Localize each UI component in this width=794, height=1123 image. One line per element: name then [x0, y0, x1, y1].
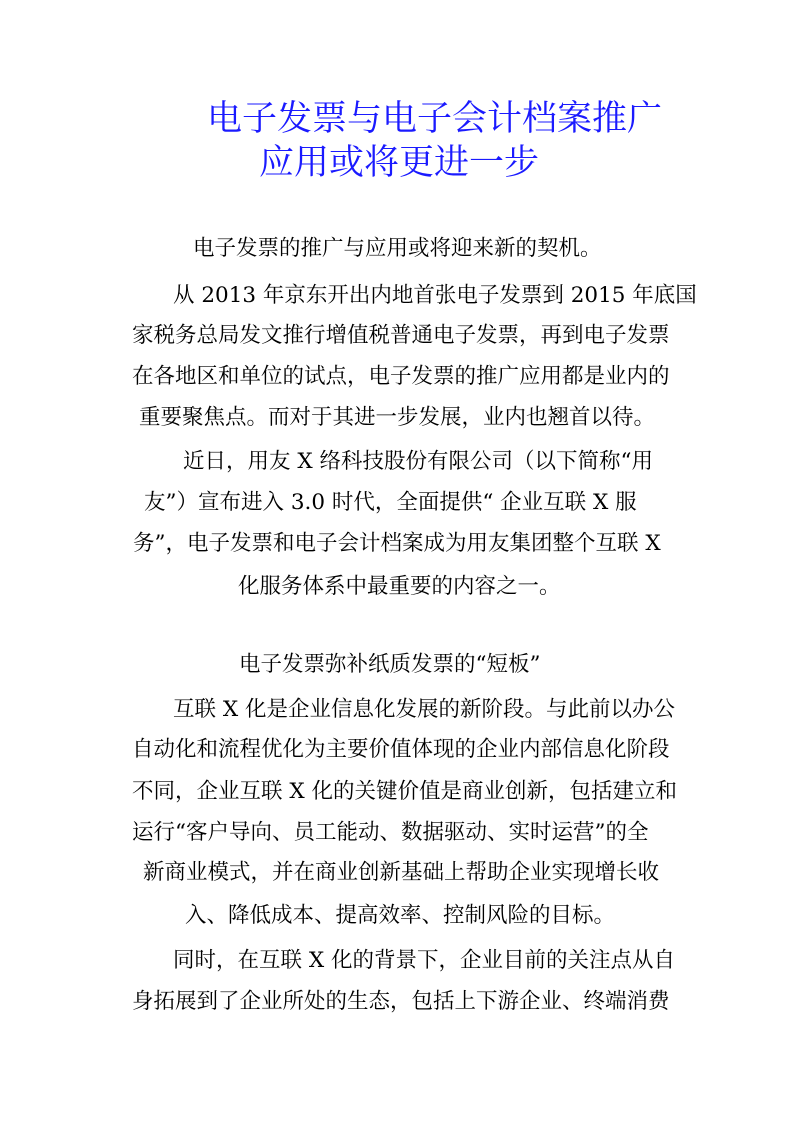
paragraph-1-line-2: 家税务总局发文推行增值税普通电子发票，再到电子发票 [132, 323, 670, 348]
paragraph-3-line-1: 互联 X 化是企业信息化发展的新阶段。与此前以办公 [173, 697, 675, 722]
paragraph-3-line-3: 不同，企业互联 X 化的关键价值是商业创新，包括建立和 [132, 779, 677, 804]
paragraph-1-line-3: 在各地区和单位的试点，电子发票的推广应用都是业内的 [132, 364, 670, 389]
paragraph-4-line-2: 身拓展到了企业所处的生态，包括上下游企业、终端消费 [132, 989, 670, 1014]
paragraph-3-line-2: 自动化和流程优化为主要价值体现的企业内部信息化阶段 [132, 737, 670, 762]
document-title-line-2: 应用或将更进一步 [259, 143, 540, 183]
paragraph-2-line-1: 近日，用友 X 络科技股份有限公司（以下简称“用 [183, 449, 653, 474]
paragraph-3-line-4: 运行“客户导向、员工能动、数据驱动、实时运营”的全 [132, 820, 649, 845]
paragraph-4-line-1: 同时，在互联 X 化的背景下，企业目前的关注点从自 [173, 948, 675, 973]
intro-sentence: 电子发票的推广与应用或将迎来新的契机。 [193, 236, 602, 261]
document-title-line-1: 电子发票与电子会计档案推广 [207, 99, 663, 139]
paragraph-3-line-5: 新商业模式，并在商业创新基础上帮助企业实现增长收 [143, 860, 660, 885]
section-heading: 电子发票弥补纸质发票的“短板” [239, 652, 541, 677]
paragraph-2-line-2: 友”）宣布进入 3.0 时代，全面提供“ 企业互联 X 服 [144, 490, 637, 515]
paragraph-3-line-6: 入、降低成本、提高效率、控制风险的目标。 [185, 903, 616, 928]
paragraph-1-line-1: 从 2013 年京东开出内地首张电子发票到 2015 年底国 [173, 283, 697, 308]
paragraph-1-line-4: 重要聚焦点。而对于其进一步发展，业内也翘首以待。 [138, 405, 655, 430]
paragraph-2-line-3: 务”，电子发票和电子会计档案成为用友集团整个互联 X [133, 531, 661, 556]
paragraph-2-line-4: 化服务体系中最重要的内容之一。 [238, 574, 561, 599]
